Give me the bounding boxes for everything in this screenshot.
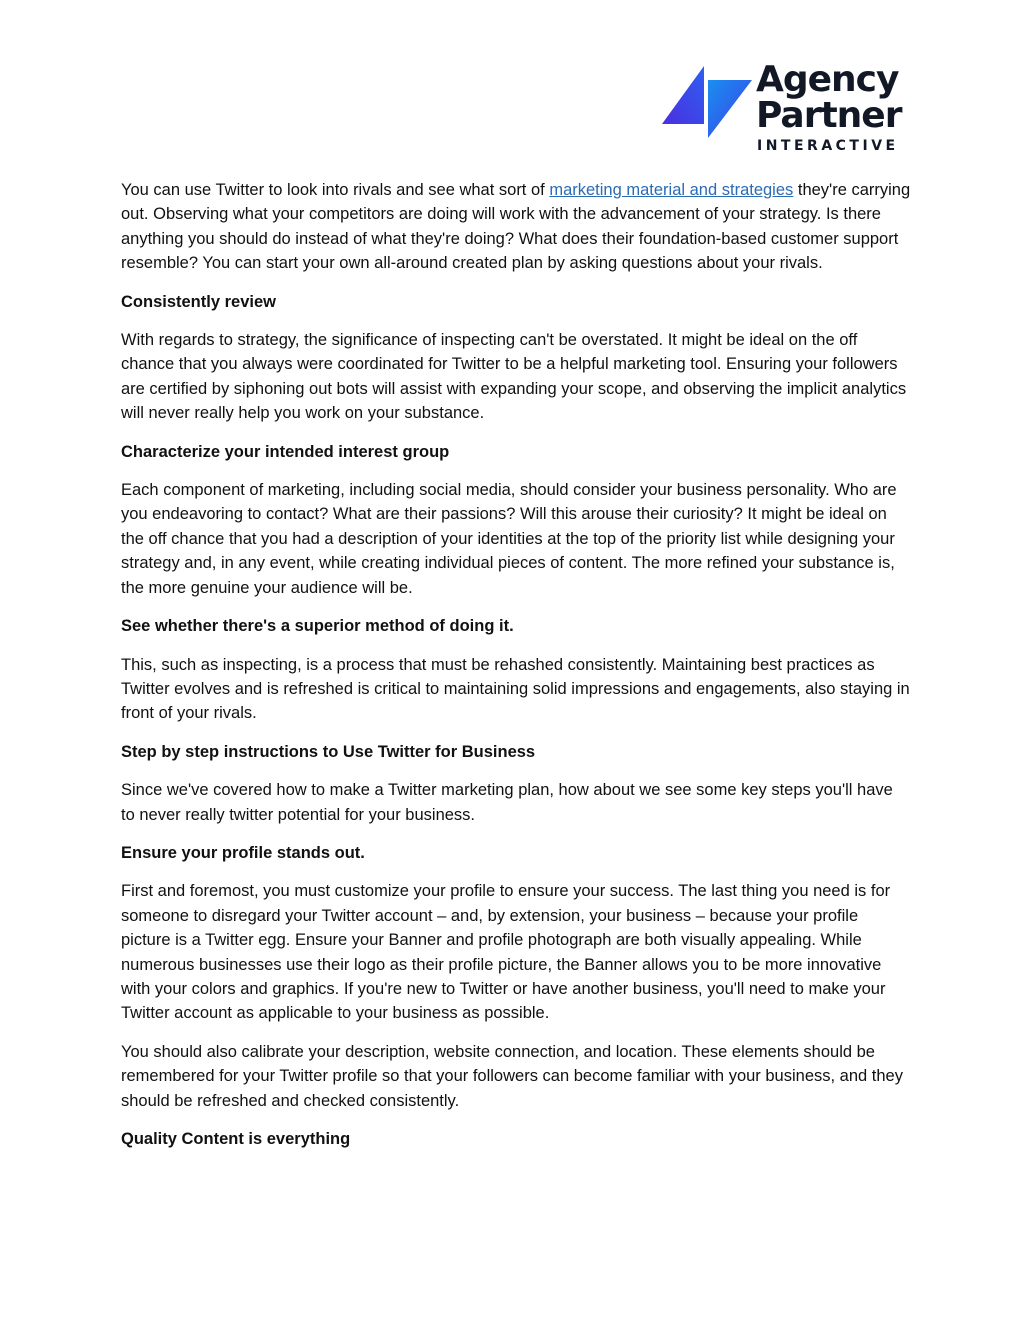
- section-paragraph: You should also calibrate your description, website connection, and location. These elements should be remembered for your Twitter profile so that your followers can become familiar with your business, and they should be refreshed and checked consistently.: [121, 1042, 903, 1110]
- logo-word-interactive: INTERACTIVE: [757, 138, 899, 154]
- intro-text-before-link: You can use Twitter to look into rivals and see what sort of: [121, 181, 550, 199]
- section-paragraph: Since we've covered how to make a Twitter marketing plan, how about we see some key steps you'll have to never really twitter potential for your business.: [121, 781, 893, 824]
- intro-paragraph: [121, 178, 911, 276]
- document-body: [121, 178, 911, 1165]
- intro-text-after-link: they're carrying out. Observing what your competitors are doing will work with the advancement of your strategy. Is there anything you should do instead of what they're doing? What does their foundation-based customer support resemble? You can start your own all-around created plan by asking questions about your rivals.: [121, 181, 911, 273]
- section-paragraph: This, such as inspecting, is a process that must be rehashed consistently. Maintaining best practices as Twitter evolves and is refreshed is critical to maintaining solid impressions and engagements, also staying in front of your rivals.: [121, 655, 910, 723]
- section-paragraph: First and foremost, you must customize your profile to ensure your success. The last thing you need is for someone to disregard your Twitter account – and, by extension, your business – because your profile picture is a Twitter egg. Ensure your Banner and profile photograph are both visually appealing. While numerous businesses use their logo as their profile picture, the Banner allows you to be more innovative with your colors and graphics. If you're new to Twitter or have another business, you'll need to make your Twitter account as applicable to your business as possible.: [121, 882, 891, 1023]
- section-heading-twitter-for-business: Step by step instructions to Use Twitter for Business: [121, 742, 536, 761]
- section-heading-interest-group: Characterize your intended interest group: [121, 442, 450, 461]
- logo-triangles-icon: [660, 66, 756, 146]
- logo-word-partner: Partner: [756, 95, 902, 136]
- section-heading-profile-stands-out: Ensure your profile stands out.: [121, 843, 365, 862]
- section-paragraph: Each component of marketing, including social media, should consider your business personality. Who are you endeavoring to contact? What are their passions? Will this arouse their curiosity? It might be ideal on the off chance that you had a description of your identities at the top of the priority list while designing your strategy and, in any event, while creating individual pieces of content. The more refined your substance is, the more genuine your audience will be.: [121, 481, 897, 597]
- section-heading-consistently-review: Consistently review: [121, 292, 276, 311]
- marketing-strategies-link[interactable]: marketing material and strategies: [549, 181, 794, 199]
- section-heading-quality-content: Quality Content is everything: [121, 1130, 351, 1148]
- logo-word-agency: Agency: [756, 59, 899, 100]
- agency-partner-logo: [660, 59, 910, 157]
- section-paragraph: With regards to strategy, the significance of inspecting can't be overstated. It might be ideal on the off chance that you always were coordinated for Twitter to be a helpful marketing tool. Ensuring your followers are certified by siphoning out bots will assist with expanding your scope, and observing the implicit analytics will never really help you work on your substance.: [121, 331, 907, 423]
- section-heading-superior-method: See whether there's a superior method of doing it.: [121, 617, 514, 636]
